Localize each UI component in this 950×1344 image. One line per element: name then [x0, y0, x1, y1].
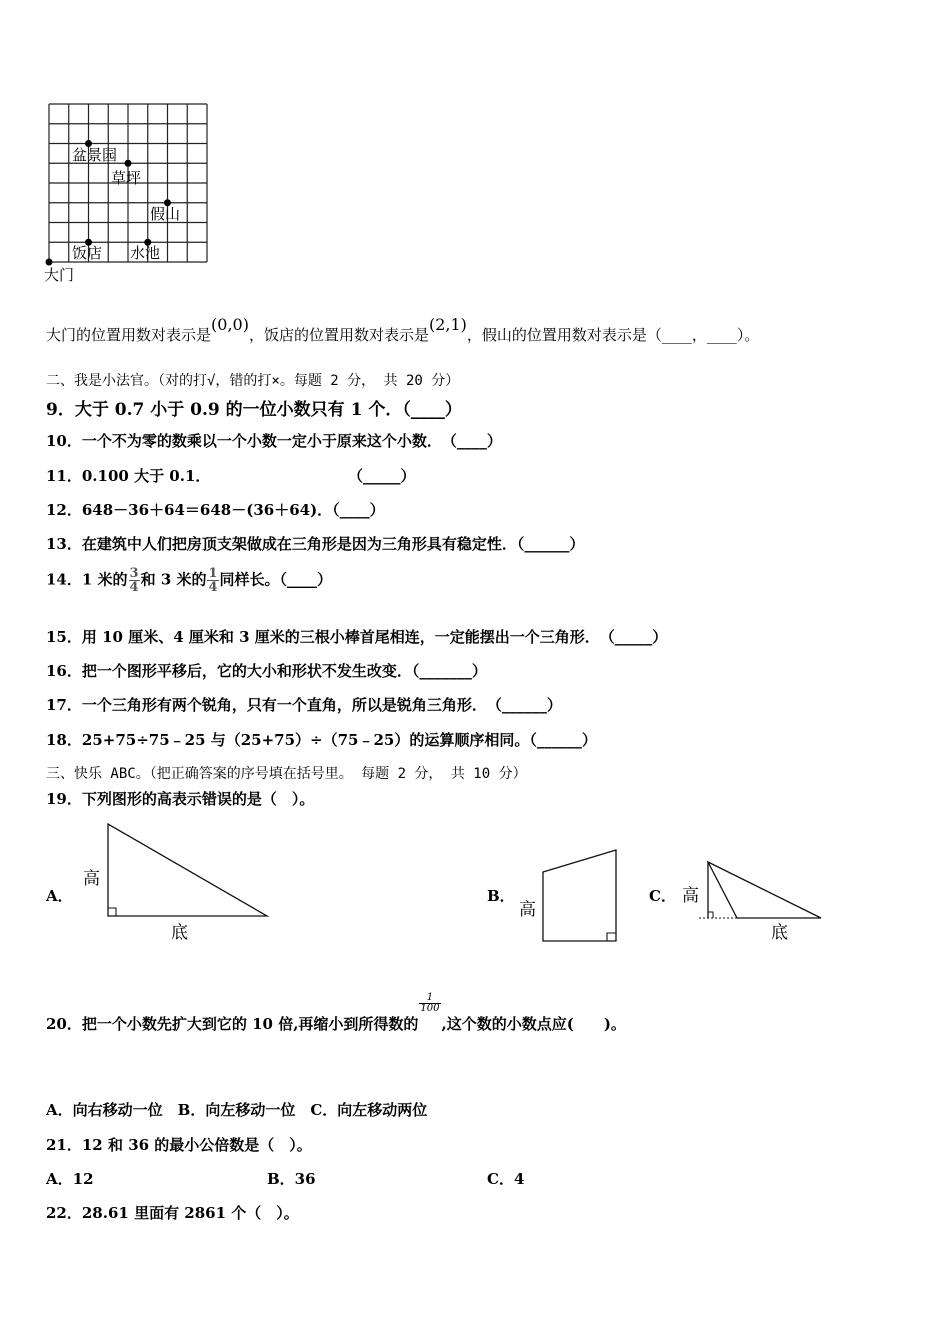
q20-frac-den: 100	[420, 1002, 440, 1014]
q14-f2-den: 4	[208, 580, 218, 595]
q14-text-c: 同样长。（____）	[219, 570, 333, 589]
q19-figure-c	[677, 855, 827, 945]
label-fandian: 饭店	[72, 244, 103, 262]
section-3-heading: 三、快乐 ABC。（把正确答案的序号填在括号里。 每题 2 分， 共 10 分）	[46, 766, 527, 782]
question-22: 22．28.61 里面有 2861 个（ ）。	[46, 1204, 299, 1222]
q11-text: 11．0.100 大于 0.1．	[46, 467, 211, 485]
question-12: 12．648－36＋64＝648－(36＋64)．（____）	[46, 501, 385, 519]
q14-fraction-1-4	[207, 567, 218, 594]
question-8	[46, 315, 760, 345]
label-jiashan: 假山	[150, 205, 181, 223]
point-caoping	[125, 160, 132, 167]
label-caoping: 草坪	[111, 169, 142, 187]
question-15: 15．用 10 厘米、4 厘米和 3 厘米的三根小棒首尾相连，一定能摆出一个三角形． （_____）	[46, 628, 668, 646]
q14-f1-den: 4	[129, 580, 139, 595]
label-damen: 大门	[44, 266, 75, 284]
q19-option-b: B．	[487, 887, 515, 905]
q21-option-b: B．36	[267, 1170, 316, 1188]
q19-option-c: C．	[649, 887, 676, 905]
question-13: 13．在建筑中人们把房顶支架做成在三角形是因为三角形具有稳定性．（______）	[46, 535, 585, 553]
q19-figure-b	[515, 845, 625, 945]
question-18: 18．25+75÷75﹣25 与（25+75）÷（75﹣25）的运算顺序相同。（______）	[46, 731, 597, 749]
q19-a-label-di: 底	[171, 923, 188, 943]
q20-text-a: 20．把一个小数先扩大到它的 10 倍,再缩小到所得数的	[46, 1015, 419, 1033]
q11-blank: （_____）	[348, 467, 416, 485]
q8-pair-b: (2,1)	[428, 315, 467, 334]
q20-options: A．向右移动一位 B．向左移动一位 C．向左移动两位	[46, 1101, 428, 1119]
q20-text-b: ,这个数的小数点应( )。	[441, 1015, 626, 1033]
label-penjing: 盆景园	[72, 146, 118, 164]
q14-text-a: 14．1 米的	[46, 570, 128, 589]
q19-c-label-di: 底	[771, 923, 788, 943]
q8-text-a: 大门的位置用数对表示是	[46, 326, 212, 344]
q19-figure-a	[75, 818, 275, 948]
q14-f1-num: 3	[129, 566, 139, 581]
q14-f2-num: 1	[208, 566, 218, 581]
q21-option-c: C．4	[487, 1170, 525, 1188]
question-20	[46, 991, 626, 1036]
q19-c-label-gao: 高	[682, 886, 699, 906]
section-2-heading: 二、我是小法官。（对的打√，错的打×。每题 2 分， 共 20 分）	[46, 373, 460, 389]
label-shuichi: 水池	[130, 244, 161, 262]
q20-frac-num: 1	[419, 993, 440, 1004]
question-9: 9．大于 0.7 小于 0.9 的一位小数只有 1 个．（____）	[46, 400, 462, 420]
q14-fraction-3-4	[129, 567, 140, 594]
question-17: 17．一个三角形有两个锐角，只有一个直角，所以是锐角三角形． （______）	[46, 696, 562, 714]
question-16: 16．把一个图形平移后，它的大小和形状不发生改变．（_______）	[46, 662, 487, 680]
question-14	[46, 567, 332, 594]
question-10: 10．一个不为零的数乘以一个小数一定小于原来这个小数． （____）	[46, 432, 502, 450]
q8-pair-a: (0,0)	[211, 315, 249, 334]
q19-b-label-gao: 高	[519, 900, 536, 920]
question-21: 21．12 和 36 的最小公倍数是（ ）。	[46, 1136, 312, 1154]
q8-text-b: ，饭店的位置用数对表示是	[248, 326, 429, 344]
q21-option-a: A．12	[46, 1170, 94, 1188]
q8-text-c: ，假山的位置用数对表示是（____，____）。	[466, 326, 760, 344]
question-19: 19．下列图形的高表示错误的是（ ）。	[46, 790, 315, 808]
q20-fraction-1-100	[419, 993, 440, 1014]
q19-a-label-gao: 高	[83, 869, 100, 889]
question-11	[46, 465, 416, 486]
q14-text-b: 和 3 米的	[140, 570, 207, 589]
q19-option-a: A．	[46, 887, 73, 905]
